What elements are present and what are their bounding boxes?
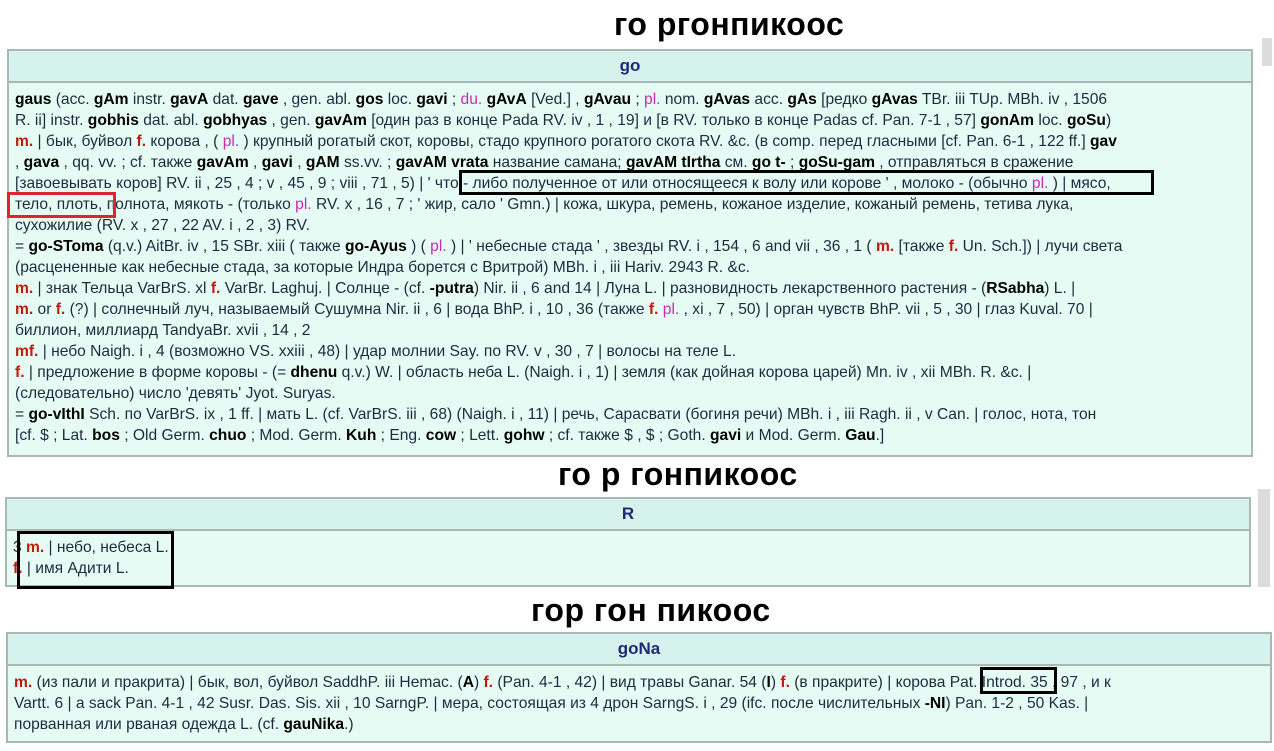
highlight-box-flesh bbox=[7, 192, 116, 218]
entry-text: Un. Sch.]) | лучи света bbox=[958, 238, 1123, 255]
entry-text: , gen. abl. bbox=[278, 91, 356, 108]
grammar-marker: pl. bbox=[1031, 175, 1049, 192]
entry-text: instr. bbox=[128, 91, 171, 108]
sanskrit-term: bos bbox=[92, 427, 120, 444]
sanskrit-term: dhenu bbox=[290, 364, 338, 381]
entry-text: [один раз в конце Pada RV. iv , 1 , 19] и [в RV. только в конце Padas cf. Pan. 7-1 , 57] bbox=[366, 112, 981, 129]
entry-text: Sch. по VarBrS. ix , 1 ff. | мать L. (cf. VarBrS. iii , 68) (Naigh. i , 11) | речь, Сарасвати (богиня речи) MBh. i , iii Ragh. ii , v Can. | голос, нота, тон bbox=[84, 406, 1097, 423]
entry-text: dat. bbox=[208, 91, 243, 108]
entry-text: ; bbox=[631, 91, 645, 108]
entry-text: loc. bbox=[383, 91, 417, 108]
entry-text: ) крупный рогатый скот, коровы, стадо крупного рогатого скота RV. &c. (в comp. перед гласными [cf. Pan. 6-1 , 122 ff.] bbox=[239, 133, 1091, 150]
entry-line bbox=[14, 714, 1264, 735]
grammar-marker: pl. bbox=[222, 133, 240, 150]
heading-3: гор гон пикоос bbox=[531, 592, 771, 628]
entry-text: TBr. iii TUp. MBh. iv , 1506 bbox=[917, 91, 1108, 108]
entry-text: ) bbox=[473, 674, 484, 691]
scrollbar[interactable] bbox=[1262, 38, 1272, 66]
entry-line bbox=[13, 558, 1243, 579]
scrollbar[interactable] bbox=[1258, 489, 1270, 587]
sanskrit-term: gavi bbox=[261, 154, 293, 171]
entry-text: (Pan. 4-1 , 42) | вид травы Ganar. 54 ( bbox=[493, 674, 767, 691]
entry-text: ss.vv. ; bbox=[339, 154, 396, 171]
entry-text: | бык, буйвол bbox=[33, 133, 137, 150]
gender-marker: m. bbox=[15, 133, 34, 150]
sanskrit-term: gavi bbox=[416, 91, 448, 108]
entry-text: | предложение в форме коровы - (= bbox=[24, 364, 291, 381]
sanskrit-term: -putra bbox=[429, 280, 474, 297]
entry-line bbox=[15, 404, 1245, 425]
grammar-marker: pl. bbox=[644, 91, 661, 108]
sanskrit-term: gauNika bbox=[283, 716, 345, 733]
highlight-box-sky bbox=[17, 531, 174, 589]
grammar-marker: du. bbox=[460, 91, 483, 108]
entry-text: acc. bbox=[750, 91, 788, 108]
entry-text: , bbox=[248, 154, 262, 171]
entry-text: ) | мясо, bbox=[1048, 175, 1111, 192]
entry-text: [cf. $ ; Lat. bbox=[15, 427, 93, 444]
entry-line bbox=[15, 236, 1245, 257]
entry-text: ) Nir. ii , 6 and 14 | Луна L. | разновидность лекарственного растения - ( bbox=[473, 280, 987, 297]
entry-text: dat. abl. bbox=[138, 112, 204, 129]
gender-marker: f. bbox=[15, 364, 25, 381]
sanskrit-term: gobhyas bbox=[203, 112, 268, 129]
entry-text: or bbox=[33, 301, 56, 318]
entry-text: корова , ( bbox=[146, 133, 223, 150]
entry-text: , отправляться в сражение bbox=[874, 154, 1074, 171]
entry-text: ) bbox=[770, 674, 781, 691]
entry-text: .) bbox=[344, 716, 354, 733]
entry-line bbox=[15, 362, 1245, 383]
sanskrit-term: chuo bbox=[209, 427, 247, 444]
gender-marker: m. bbox=[14, 674, 33, 691]
entry-text: | небо Naigh. i , 4 (возможно VS. xxiii , 48) | удар молнии Say. по RV. v , 30 , 7 | волосы на теле L. bbox=[38, 343, 737, 360]
entry-line bbox=[14, 672, 1264, 693]
sanskrit-term: gava bbox=[23, 154, 60, 171]
entry-text: , qq. vv. ; cf. также bbox=[59, 154, 197, 171]
entry-text: [редко bbox=[816, 91, 872, 108]
entry-text: .] bbox=[875, 427, 885, 444]
entry-text: ) Pan. 1-2 , 50 Kas. | bbox=[945, 695, 1089, 712]
heading-2: го р гонпикоос bbox=[558, 456, 798, 492]
sanskrit-term: gavAm bbox=[196, 154, 249, 171]
entry-text: и Mod. Germ. bbox=[741, 427, 846, 444]
entry-line bbox=[15, 383, 1245, 404]
entry-text: [Ved.] , bbox=[526, 91, 584, 108]
gender-marker: f. bbox=[13, 560, 23, 577]
entry-text: (acc. bbox=[51, 91, 94, 108]
sanskrit-term: gobhis bbox=[87, 112, 139, 129]
sanskrit-term: go-SToma bbox=[28, 238, 104, 255]
sanskrit-term: go-vIthI bbox=[28, 406, 85, 423]
entry-text: VarBr. Laghuj. | Солнце - (cf. bbox=[220, 280, 430, 297]
entry-text: (q.v.) AitBr. iv , 15 SBr. xiii ( также bbox=[103, 238, 345, 255]
entry-text: ) | ' небесные стада ' , звезды RV. i , 154 , 6 and vii , 36 , 1 ( bbox=[446, 238, 876, 255]
gender-marker: f. bbox=[948, 238, 959, 255]
entry-text: ; bbox=[785, 154, 799, 171]
entry-body bbox=[8, 666, 1270, 739]
grammar-marker: pl. bbox=[430, 238, 447, 255]
entry-line bbox=[15, 89, 1245, 110]
sanskrit-term: cow bbox=[425, 427, 457, 444]
entry-panel-go bbox=[7, 49, 1253, 457]
entry-text: биллион, миллиард TandyaBr. xvii , 14 , 2 bbox=[15, 322, 311, 339]
sanskrit-term: gavA bbox=[170, 91, 209, 108]
entry-text: RV. x , 16 , 7 ; ' жир, сало ' Gmn.) | кожа, шкура, ремень, кожаное изделие, кожаный ремень, тетива лука, bbox=[311, 196, 1074, 213]
sanskrit-term: gos bbox=[355, 91, 384, 108]
entry-text: тело, плоть, полнота, мякоть - (только bbox=[15, 196, 296, 213]
sanskrit-term: I bbox=[766, 674, 771, 691]
sanskrit-term: gAvas bbox=[871, 91, 918, 108]
entry-text: 3 bbox=[13, 539, 27, 556]
entry-line bbox=[15, 341, 1245, 362]
entry-line bbox=[15, 131, 1245, 152]
sanskrit-term: gAm bbox=[93, 91, 129, 108]
entry-text: ; Eng. bbox=[376, 427, 426, 444]
gender-marker: m. bbox=[15, 301, 34, 318]
entry-text: ; Old Germ. bbox=[119, 427, 210, 444]
sanskrit-term: Gau bbox=[845, 427, 876, 444]
grammar-marker: pl. bbox=[295, 196, 312, 213]
entry-text: = bbox=[15, 406, 29, 423]
entry-text: , bbox=[292, 154, 306, 171]
entry-text: loc. bbox=[1034, 112, 1067, 129]
entry-panel-r bbox=[5, 497, 1251, 587]
sanskrit-term: gAvas bbox=[703, 91, 751, 108]
entry-text: порванная или рваная одежда L. (cf. bbox=[14, 716, 284, 733]
entry-text: (следовательно) число 'девять' Jyot. Suryas. bbox=[15, 385, 336, 402]
gender-marker: mf. bbox=[15, 343, 39, 360]
sanskrit-term: gonAm bbox=[980, 112, 1035, 129]
sanskrit-term: gaus bbox=[15, 91, 52, 108]
entry-text: , xi , 7 , 50) | орган чувств BhP. vii , 5 , 30 | глаз Kuval. 70 | bbox=[679, 301, 1093, 318]
sanskrit-term: gAs bbox=[787, 91, 817, 108]
gender-marker: f. bbox=[210, 280, 221, 297]
entry-text: ) L. | bbox=[1044, 280, 1076, 297]
entry-title[interactable]: R bbox=[7, 499, 1249, 531]
sanskrit-term: gavAM tIrtha bbox=[625, 154, 721, 171]
sanskrit-term: RSabha bbox=[986, 280, 1045, 297]
entry-line bbox=[15, 215, 1245, 236]
entry-title[interactable]: go bbox=[9, 51, 1251, 83]
entry-panel-gona bbox=[6, 632, 1272, 743]
gender-marker: f. bbox=[780, 674, 790, 691]
sanskrit-term: A bbox=[462, 674, 474, 691]
entry-line bbox=[15, 425, 1245, 446]
entry-line bbox=[15, 194, 1245, 215]
entry-text: ; bbox=[447, 91, 461, 108]
heading-1: го ргонпикоос bbox=[614, 6, 845, 42]
entry-line bbox=[13, 537, 1243, 558]
gender-marker: f. bbox=[136, 133, 147, 150]
entry-line bbox=[15, 257, 1245, 278]
entry-text: q.v.) W. | область неба L. (Naigh. i , 1) | земля (как дойная корова царей) Mn. iv , xii MBh. R. &c. | bbox=[337, 364, 1032, 381]
entry-text: ) bbox=[1105, 112, 1112, 129]
gender-marker: m. bbox=[875, 238, 895, 255]
sanskrit-term: go-Ayus bbox=[344, 238, 407, 255]
entry-text: сухожилие (RV. x , 27 , 22 AV. i , 2 , 3) RV. bbox=[15, 217, 310, 234]
sanskrit-term: goSu-gam bbox=[798, 154, 875, 171]
entry-text: ; cf. также $ , $ ; Goth. bbox=[544, 427, 711, 444]
entry-title[interactable]: goNa bbox=[8, 634, 1270, 666]
sanskrit-term: Kuh bbox=[346, 427, 377, 444]
entry-text: см. bbox=[720, 154, 752, 171]
entry-line bbox=[15, 278, 1245, 299]
gender-marker: f. bbox=[55, 301, 66, 318]
sanskrit-term: gAM bbox=[305, 154, 340, 171]
entry-text: = bbox=[15, 238, 29, 255]
sanskrit-term: -NI bbox=[924, 695, 946, 712]
entry-text: ; Mod. Germ. bbox=[246, 427, 347, 444]
entry-text: (расцененные как небесные стада, за которые Индра борется с Вритрой) MBh. i , iii Hariv. 2943 R. &c. bbox=[15, 259, 751, 276]
sanskrit-term: gave bbox=[242, 91, 279, 108]
entry-line bbox=[15, 299, 1245, 320]
gender-marker: f. bbox=[483, 674, 494, 691]
sanskrit-term: gavAM vrata bbox=[395, 154, 489, 171]
sanskrit-term: gavi bbox=[710, 427, 742, 444]
entry-text: nom. bbox=[660, 91, 704, 108]
entry-text: ) ( bbox=[406, 238, 431, 255]
sanskrit-term: gavAm bbox=[314, 112, 367, 129]
gender-marker: m. bbox=[26, 539, 45, 556]
sanskrit-term: gohw bbox=[503, 427, 545, 444]
entry-text: [завоевывать коров] RV. ii , 25 , 4 ; v , 45 , 9 ; viii , 71 , 5) | ' что - либо полученное от или относящееся к волу или корове ' , молоко - (обычно bbox=[15, 175, 1032, 192]
sanskrit-term: gAvau bbox=[583, 91, 632, 108]
entry-text: ; Lett. bbox=[456, 427, 504, 444]
highlight-box-cow-derived bbox=[459, 170, 1154, 195]
entry-text: | небо, небеса L. bbox=[44, 539, 169, 556]
entry-text: | имя Адити L. bbox=[22, 560, 129, 577]
entry-body bbox=[9, 83, 1251, 450]
highlight-box-cow bbox=[980, 667, 1057, 694]
entry-line bbox=[15, 110, 1245, 131]
entry-text: (?) | солнечный луч, называемый Сушумна Nir. ii , 6 | вода BhP. i , 10 , 36 (также bbox=[65, 301, 649, 318]
entry-text: R. ii] instr. bbox=[15, 112, 88, 129]
gender-marker: m. bbox=[15, 280, 34, 297]
entry-line bbox=[14, 693, 1264, 714]
sanskrit-term: go t- bbox=[751, 154, 786, 171]
sanskrit-term: goSu bbox=[1066, 112, 1106, 129]
entry-text: , gen. bbox=[267, 112, 315, 129]
entry-text: (в пракрите) | корова Pat. Introd. 35 , 97 , и к bbox=[789, 674, 1111, 691]
sanskrit-term: gAvA bbox=[486, 91, 527, 108]
entry-text: | знак Тельца VarBrS. xl bbox=[33, 280, 211, 297]
entry-text: (из пали и пракрита) | бык, вол, буйвол SaddhP. iii Hemac. ( bbox=[32, 674, 463, 691]
entry-text: [также bbox=[894, 238, 949, 255]
sanskrit-term: gav bbox=[1090, 133, 1117, 150]
grammar-marker: pl. bbox=[662, 301, 680, 318]
entry-text: Vartt. 6 | a sack Pan. 4-1 , 42 Susr. Das. Sis. xii , 10 SarngP. | мера, состоящая из 4 дрон SarngS. i , 29 (ifc. после числительных bbox=[14, 695, 925, 712]
entry-body bbox=[7, 531, 1249, 583]
entry-text: название самана; bbox=[488, 154, 626, 171]
entry-text: , bbox=[15, 154, 24, 171]
entry-line bbox=[15, 320, 1245, 341]
gender-marker: f. bbox=[648, 301, 659, 318]
